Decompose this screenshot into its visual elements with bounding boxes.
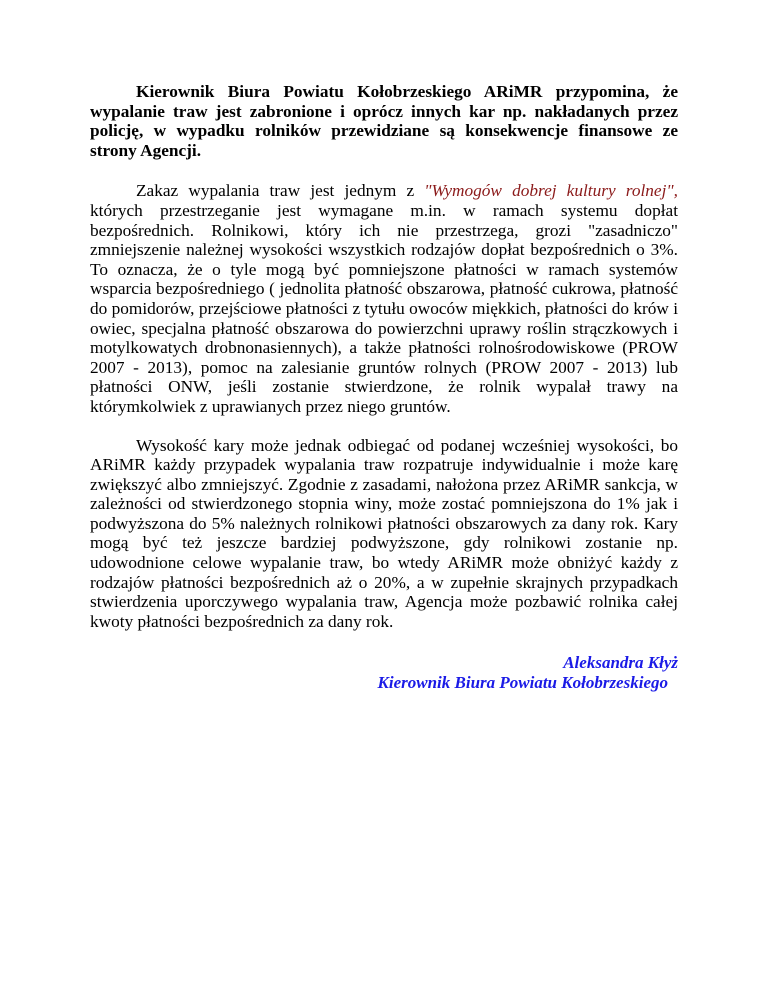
- signature-name: Aleksandra Kłyż: [563, 653, 678, 673]
- body-paragraph-penalties: Wysokość kary może jednak odbiegać od podanej wcześniej wysokości, bo ARiMR każdy przypadek wypalania traw rozpatruje indywidualnie i może karę zwiększyć albo zmniejszyć. Zgodnie z zasadami, nałożona przez ARiMR sankcja, w zależności od stwierdzonego stopnia winy, może zostać pomniejszona do 1% jak i podwyższona do 5% należnych rolnikowi płatności obszarowych za dany rok. Kary mogą być też jeszcze bardziej podwyższone, gdy rolnikowi zostanie np. udowodnione celowe wypalanie traw, bo wtedy ARiMR może obniżyć każdy z rodzajów płatności bezpośrednich aż o 20%, a w zupełnie skrajnych przypadkach stwierdzenia uporczywego wypalania traw, Agencja może pozbawić rolnika całej kwoty płatności bezpośrednich za dany rok.: [90, 435, 678, 631]
- document-page: [90, 82, 678, 693]
- spacer: [90, 160, 678, 181]
- paragraph-text: Zakaz wypalania traw jest jednym z: [136, 181, 425, 201]
- spacer: [90, 631, 678, 653]
- body-paragraph-rules: [90, 181, 678, 416]
- intro-paragraph: Kierownik Biura Powiatu Kołobrzeskiego ARiMR przypomina, że wypalanie traw jest zabronione i oprócz innych kar np. nakładanych przez policję, w wypadku rolników przewidziane są konsekwencje finansowe ze strony Agencji.: [90, 82, 678, 160]
- signature-role: Kierownik Biura Powiatu Kołobrzeskiego: [377, 673, 668, 693]
- paragraph-text: których przestrzeganie jest wymagane m.in. w ramach systemu dopłat bezpośrednich. Rolnikowi, który ich nie przestrzega, grozi "zasadniczo" zmniejszenie należnej wysokości wszystkich rodzajów dopłat bezpośrednich o 3%. To oznacza, że o tyle mogą być pomniejszone płatności w ramach systemów wsparcia bezpośredniego ( jednolita płatność obszarowa, płatność cukrowa, płatność do pomidorów, przejściowe płatności z tytułu owoców miękkich, płatności do krów i owiec, specjalna płatność obszarowa do powierzchni uprawy roślin strączkowych i motylkowatych drobnonasiennych), a także płatności rolnośrodowiskowe (PROW 2007 - 2013), pomoc na zalesianie gruntów rolnych (PROW 2007 - 2013) lub płatności ONW, jeśli zostanie stwierdzone, że rolnik wypalał trawy na którymkolwiek z uprawianych przez niego gruntów.: [90, 200, 678, 416]
- spacer: [90, 417, 678, 436]
- rule-quote: "Wymogów dobrej kultury rolnej",: [424, 181, 678, 201]
- signature-block: [90, 653, 678, 693]
